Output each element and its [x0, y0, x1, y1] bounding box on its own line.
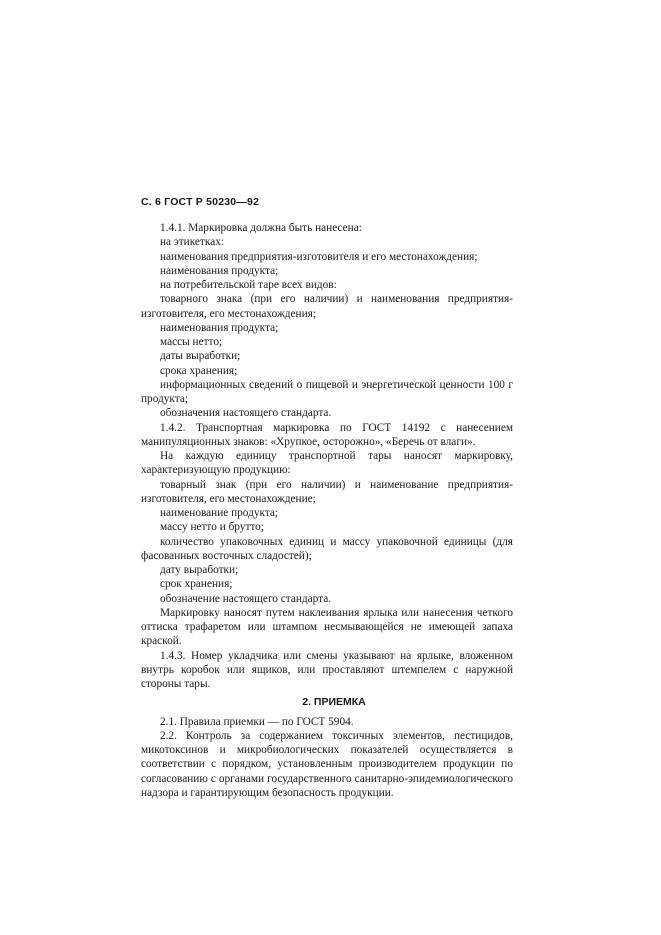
list-item: товарного знака (при его наличии) и наименования предприятия-изготовителя, его местонахождения;: [141, 293, 513, 320]
clause-2-2: 2.2. Контроль за содержанием токсичных элементов, пестицидов, микотоксинов и микробиологических показателей осуществляется в соответствии с порядком, установленным производителем продукции по согласованию с органами государственного санитарно-эпидемиологического надзора и гарантирующим безопасность продукции.: [141, 729, 513, 799]
clause-2-1: 2.1. Правила приемки — по ГОСТ 5904.: [160, 715, 354, 728]
list-item: наименования предприятия-изготовителя и его местонахождения;: [160, 250, 478, 263]
clause-1-4-3: 1.4.3. Номер укладчика или смены указывают на ярлыке, вложенном внутрь коробок или ящиков, или проставляют штемпелем с наружной стороны тары.: [141, 649, 513, 690]
list-item: товарный знак (при его наличии) и наименование предприятия-изготовителя, его местонахождение;: [141, 478, 513, 505]
list-item: наименование продукта;: [160, 507, 279, 519]
document-body: [141, 221, 513, 800]
list-item: информационных сведений о пищевой и энергетической ценности 100 г продукта;: [141, 378, 513, 405]
list-item: срок хранения;: [160, 578, 233, 591]
list-item: даты выработки;: [160, 350, 241, 363]
list-item: дату выработки;: [160, 564, 239, 576]
page-header: С. 6 ГОСТ Р 50230—92: [141, 196, 260, 208]
list-item: количество упаковочных единиц и массу упаковочной единицы (для фасованных восточных сладостей);: [141, 535, 513, 562]
list-item: срока хранения;: [160, 364, 238, 377]
list-item: обозначение настоящего стандарта.: [160, 592, 332, 605]
clause-1-4-2: 1.4.2. Транспортная маркировка по ГОСТ 14192 с нанесением манипуляционных знаков: «Хрупкое, осторожно», «Беречь от влаги».: [141, 421, 513, 448]
paragraph: На каждую единицу транспортной тары наносят маркировку, характеризующую продукцию:: [141, 450, 513, 477]
list-item: наименования продукта;: [160, 264, 279, 277]
list-item: на этикетках:: [160, 236, 224, 249]
list-item: наименования продукта;: [160, 321, 279, 334]
paragraph: Маркировку наносят путем наклеивания ярлыка или нанесения четкого оттиска трафаретом или штампом несмывающейся не имеющей запаха краской.: [141, 606, 513, 648]
list-item: массы нетто;: [160, 336, 223, 348]
section-heading: 2. ПРИЕМКА: [302, 696, 366, 709]
list-item: массу нетто и брутто;: [160, 521, 264, 534]
list-item: на потребительской таре всех видов:: [160, 279, 337, 291]
clause-1-4-1: 1.4.1. Маркировка должна быть нанесена:: [160, 222, 362, 234]
list-item: обозначения настоящего стандарта.: [160, 407, 332, 420]
